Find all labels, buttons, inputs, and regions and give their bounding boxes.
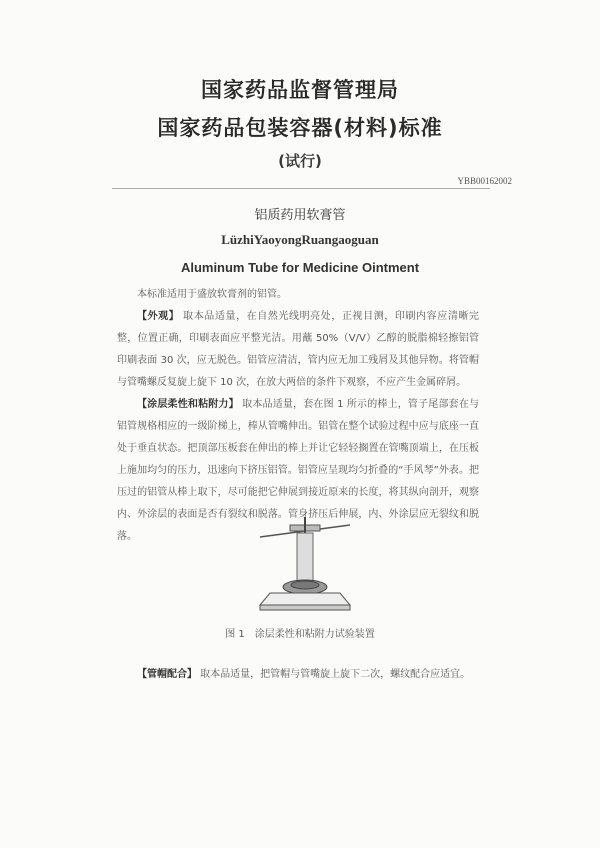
trial-label: (试行): [278, 152, 322, 170]
paragraph-text: 取本品适量，套在图 1 所示的棒上，管子尾部套在与铝管规格相应的一级阶梯上，棒从管嘴伸出。铝管在整个试验过程中应与底座一直处于垂直状态。把顶部压板套在伸出的棒上并让它轻轻搁置在管嘴顶端上，在压板上施加均匀的压力，迅速向下挤压铝管。铝管应呈现均匀折叠的“手风琴”外表。把压过的铝管从棒上取下，尽可能把它伸展到接近原来的长度，将其纵向剖开，观察内、外涂层的表面是否有裂纹和脱落。管身挤压后伸展，内、外涂层应无裂纹和脱落。: [117, 399, 479, 542]
standard-title-cn: 铝质药用软膏管: [254, 208, 346, 223]
paragraph-appearance: [117, 306, 479, 394]
paragraph-label: 【外观】: [137, 311, 180, 322]
standard-title-pinyin: LüzhiYaoyongRuangaoguan: [221, 232, 379, 247]
paragraph-text: 取本品适量，在自然光线明亮处，正视目测，印刷内容应清晰完整，位置正确，印刷表面应平整光洁。用蘸 50%（V/V）乙醇的脱脂棉轻擦铝管印刷表面 30 次，应无脱色。铝管应清洁，管内应无加工残屑及其他异物。将管帽与管嘴螺反复旋上旋下 10 次，在放大两倍的条件下观察，不应产生金属碎屑。: [117, 311, 479, 388]
standard-code: YBB00162002: [457, 176, 512, 186]
standard-title-en: Aluminum Tube for Medicine Ointment: [180, 260, 420, 275]
figure-caption: 图 1 涂层柔性和粘附力试验装置: [225, 629, 375, 640]
title-agency: 国家药品监督管理局: [201, 78, 399, 102]
body-section-2: [117, 664, 479, 686]
paragraph-label: 【涂层柔性和粘附力】: [137, 399, 239, 410]
paragraph-label: 【管帽配合】: [137, 669, 197, 680]
title-standard: 国家药品包装容器(材料)标准: [157, 116, 443, 140]
paragraph-scope: [117, 284, 479, 306]
paragraph-text: 本标准适用于盛放软膏剂的铝管。: [137, 289, 287, 300]
paragraph-text: 取本品适量，把管帽与管嘴旋上旋下二次，螺纹配合应适宜。: [197, 669, 471, 680]
header-rule: [112, 188, 490, 189]
test-apparatus-figure: [255, 515, 355, 615]
paragraph-cap-fit: [117, 664, 479, 686]
body-section-1: [117, 284, 479, 548]
